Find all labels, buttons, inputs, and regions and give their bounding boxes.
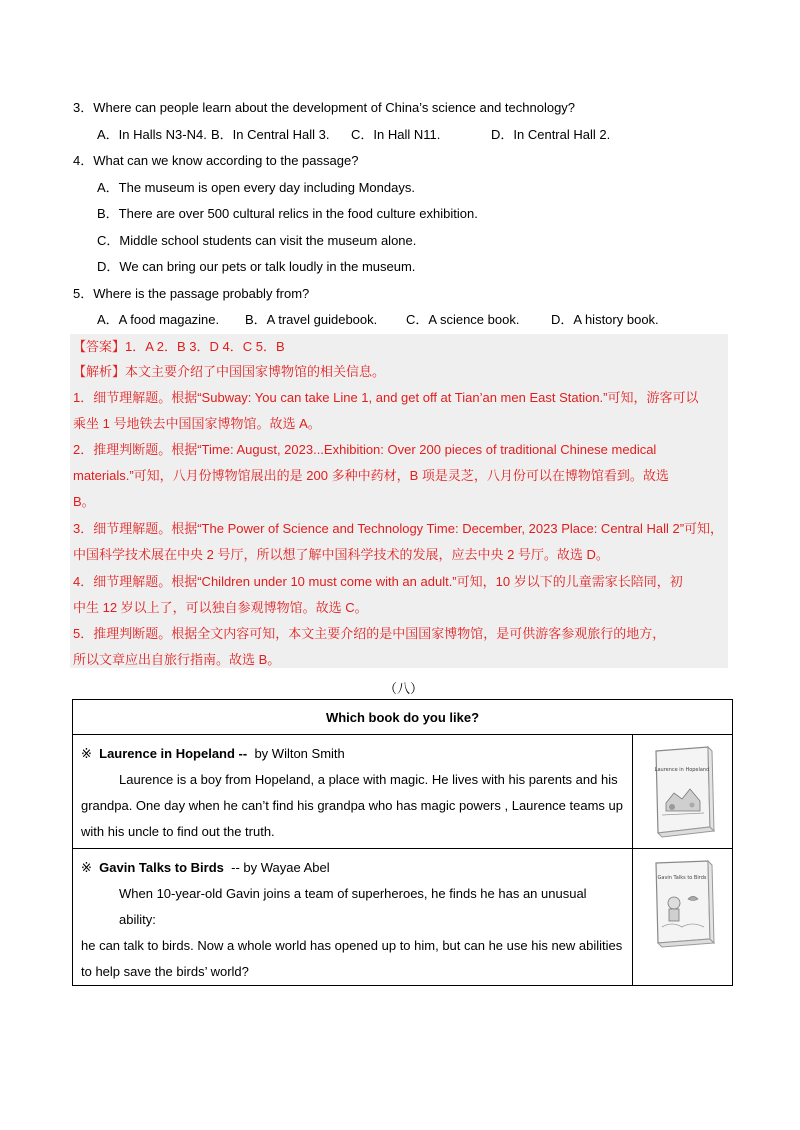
answer-line: 【答案】1．A 2．B 3．D 4．C 5．B <box>73 339 285 354</box>
reference-mark: ※ <box>81 746 92 761</box>
book-text-line: Laurence is a boy from Hopeland, a place with magic. He lives with his parents and his <box>119 772 618 787</box>
book-text-line: with his uncle to find out the truth. <box>81 824 275 839</box>
answer-panel <box>70 334 728 668</box>
book-cover-cell <box>633 849 733 986</box>
question-5-option-b: B．A travel guidebook. <box>245 312 378 327</box>
analysis-line: 3．细节理解题。根据“The Power of Science and Technology Time: December, 2023 Place: Central Hall 2”可知， <box>73 521 724 536</box>
question-4-option-c: C．Middle school students can visit the museum alone. <box>97 233 417 248</box>
analysis-line: 所以文章应出自旅行指南。故选 B。 <box>73 652 281 667</box>
book-text-line: When 10-year-old Gavin joins a team of superheroes, he finds he has an unusual ability: <box>119 886 587 927</box>
book-author: -- by Wayae Abel <box>231 860 330 875</box>
question-3-option-b: B．In Central Hall 3. <box>211 127 330 142</box>
analysis-line: 中生 12 岁以上了，可以独自参观博物馆。故选 C。 <box>73 600 368 615</box>
book-description <box>73 849 633 986</box>
cover-title: Laurence in Hopeland <box>654 767 709 773</box>
book-description <box>73 735 633 849</box>
analysis-line: 2．推理判断题。根据“Time: August, 2023...Exhibition: Over 200 pieces of traditional Chinese medical <box>73 442 657 457</box>
book-table <box>72 699 733 986</box>
analysis-line: 1．细节理解题。根据“Subway: You can take Line 1, and get off at Tian’an men East Station.”可知，游客可以 <box>73 390 699 405</box>
reference-mark: ※ <box>81 860 92 875</box>
question-4-option-d: D．We can bring our pets or talk loudly in the museum. <box>97 259 416 274</box>
table-row <box>73 735 733 849</box>
book-cover-cell <box>633 735 733 849</box>
book-cover-image <box>648 855 718 953</box>
analysis-line: B。 <box>73 494 95 509</box>
analysis-line: 乘坐 1 号地铁去中国国家博物馆。故选 A。 <box>73 416 321 431</box>
question-4-option-b: B．There are over 500 cultural relics in the food culture exhibition. <box>97 206 478 221</box>
question-4-option-a: A．The museum is open every day including Mondays. <box>97 180 415 195</box>
question-3-option-a: A．In Halls N3-N4. <box>97 127 207 142</box>
analysis-line: 4．细节理解题。根据“Children under 10 must come with an adult.”可知，10 岁以下的儿童需家长陪同，初 <box>73 574 683 589</box>
question-5-option-c: C．A science book. <box>406 312 520 327</box>
question-5-option-a: A．A food magazine. <box>97 312 220 327</box>
section-label: （八） <box>384 681 424 696</box>
question-3-stem: 3．Where can people learn about the development of China’s science and technology? <box>73 100 576 115</box>
table-row <box>73 849 733 986</box>
analysis-intro: 【解析】本文主要介绍了中国国家博物馆的相关信息。 <box>73 364 386 379</box>
book-author: by Wilton Smith <box>254 746 345 761</box>
cover-title: Gavin Talks to Birds <box>657 875 706 881</box>
book-text-line: he can talk to birds. Now a whole world has opened up to him, but can he use his new abilities <box>81 938 623 953</box>
book-text-line: grandpa. One day when he can’t find his grandpa who has magic powers , Laurence teams up <box>81 798 624 813</box>
analysis-line: 中国科学技术展在中央 2 号厅，所以想了解中国科学技术的发展，应去中央 2 号厅。故选 D。 <box>73 547 609 562</box>
book-title-line <box>81 741 624 767</box>
question-5-option-d: D．A history book. <box>551 312 659 327</box>
book-title-line <box>81 855 624 881</box>
book-title: Gavin Talks to Birds <box>99 860 224 875</box>
question-4-stem: 4．What can we know according to the passage? <box>73 153 359 168</box>
question-3-option-d: D．In Central Hall 2. <box>491 127 611 142</box>
book-title: Laurence in Hopeland -- <box>99 746 248 761</box>
question-5-stem: 5．Where is the passage probably from? <box>73 286 310 301</box>
question-3-option-c: C．In Hall N11. <box>351 127 441 142</box>
book-cover-image <box>648 741 718 841</box>
analysis-line: 5．推理判断题。根据全文内容可知，本文主要介绍的是中国国家博物馆，是可供游客参观旅行的地方， <box>73 626 666 641</box>
table-header: Which book do you like? <box>73 700 733 735</box>
analysis-line: materials.”可知，八月份博物馆展出的是 200 多种中药材，B 项是灵芝，八月份可以在博物馆看到。故选 <box>73 468 669 483</box>
book-text-line: to help save the birds’ world? <box>81 964 249 979</box>
